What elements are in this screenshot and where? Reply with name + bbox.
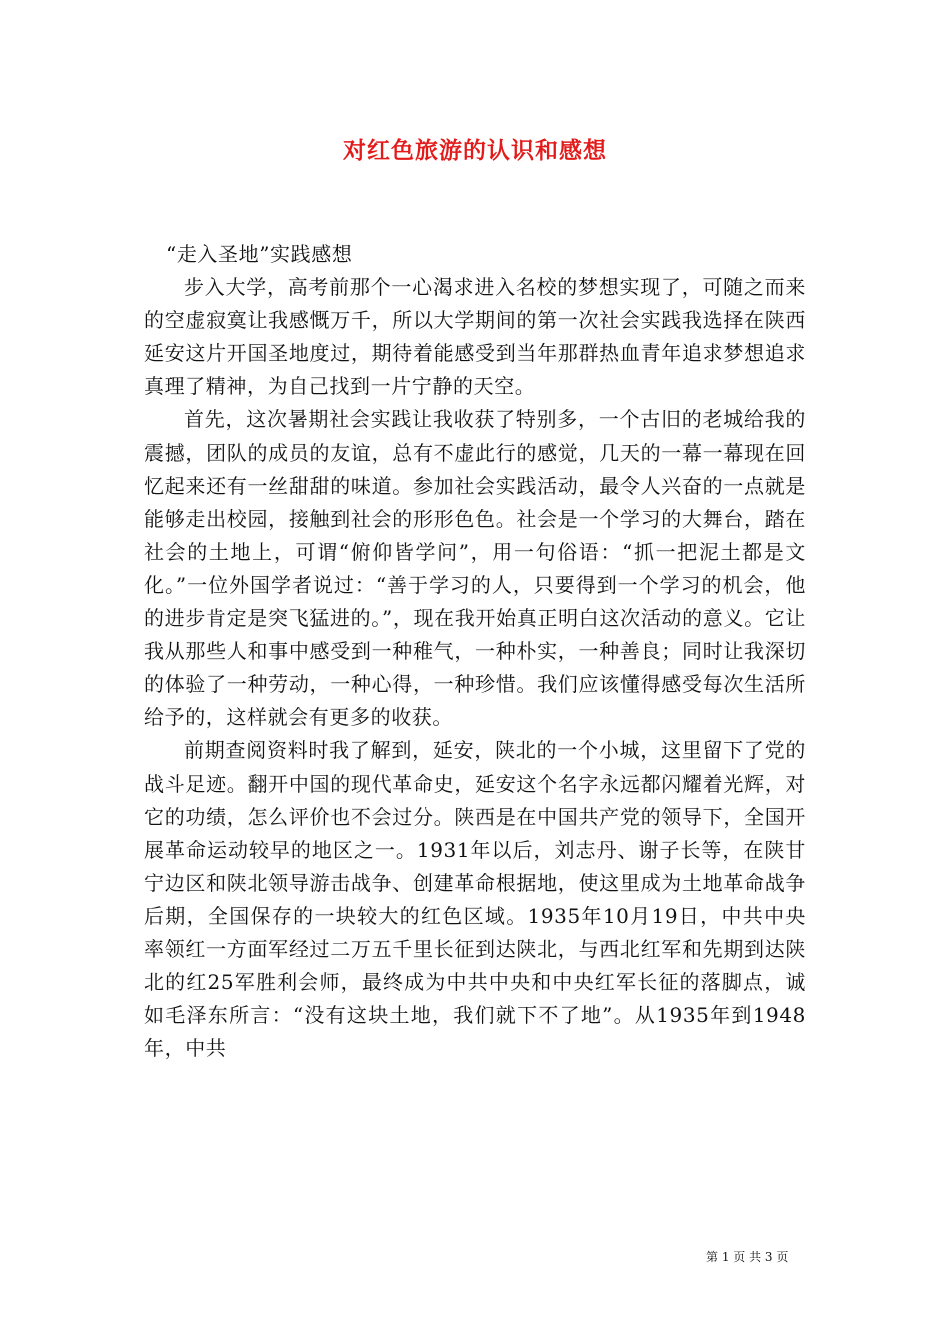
document-title: 对红色旅游的认识和感想 [343,137,607,164]
paragraph-3: 前期查阅资料时我了解到，延安，陕北的一个小城，这里留下了党的战斗足迹。翻开中国的现代革命史，延安这个名字永远都闪耀着光辉，对它的功绩，怎么评价也不会过分。陕西是在中国共产党的领导下，全国开展革命运动较早的地区之一。1931年以后，刘志丹、谢子长等，在陕甘宁边区和陕北领导游击战争、创建革命根据地，使这里成为土地革命战争后期，全国保存的一块较大的红色区域。1935年10月19日，中共中央率领红一方面军经过二万五千里长征到达陕北，与西北红军和先期到达陕北的红25军胜利会师，最终成为中共中央和中央红军长征的落脚点，诚如毛泽东所言：“没有这块土地，我们就下不了地”。从1935年到1948年，中共 [144,738,806,1061]
paragraph-1: 步入大学，高考前那个一心渴求进入名校的梦想实现了，可随之而来的空虚寂寞让我感慨万千，所以大学期间的第一次社会实践我选择在陕西延安这片开国圣地度过，期待着能感受到当年那群热血青年追求梦想追求真理了精神，为自己找到一片宁静的天空。 [144,275,806,399]
paragraph-2: 首先，这次暑期社会实践让我收获了特别多，一个古旧的老城给我的震撼，团队的成员的友谊，总有不虚此行的感觉，几天的一幕一幕现在回忆起来还有一丝甜甜的味道。参加社会实践活动，最令人兴奋的一点就是能够走出校园，接触到社会的形形色色。社会是一个学习的大舞台，踏在社会的土地上，可谓“俯仰皆学问”，用一句俗语：“抓一把泥土都是文化。”一位外国学者说过：“善于学习的人，只要得到一个学习的机会，他的进步肯定是突飞猛进的。”，现在我开始真正明白这次活动的意义。它让我从那些人和事中感受到一种稚气，一种朴实，一种善良；同时让我深切的体验了一种劳动，一种心得，一种珍惜。我们应该懂得感受每次生活所给予的，这样就会有更多的收获。 [144,407,806,730]
document-body [144,238,806,1065]
section-subheading: “走入圣地”实践感想 [166,242,353,266]
page-number-footer: 第 1 页 共 3 页 [706,1250,789,1264]
